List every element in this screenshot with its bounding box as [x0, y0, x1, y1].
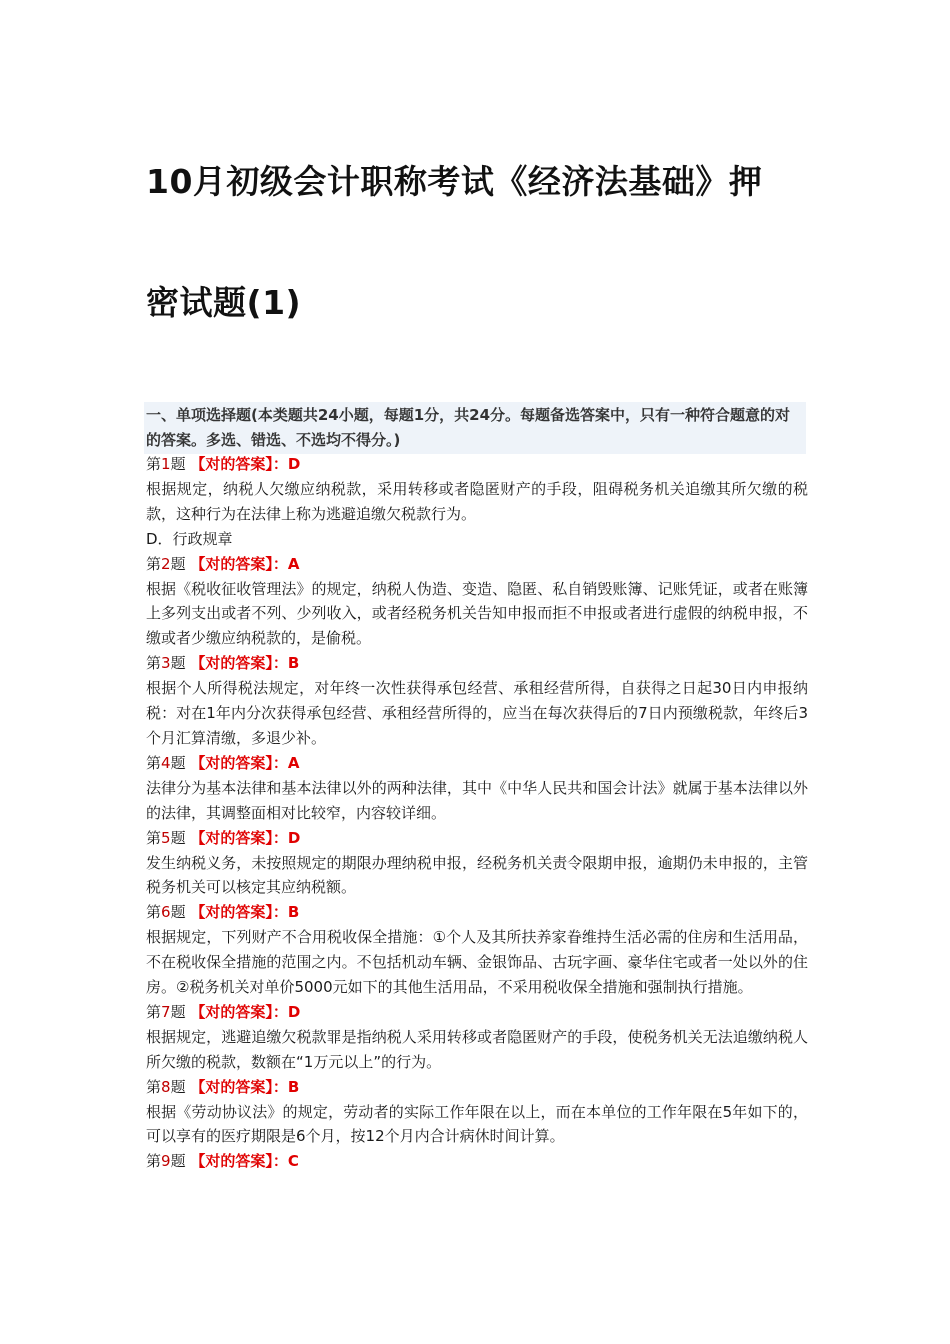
answer-label: 【对的答案】： [190, 654, 288, 673]
question-suffix: 题 [170, 1077, 191, 1096]
question-suffix: 题 [170, 455, 191, 473]
question-prefix: 第 [146, 1002, 162, 1021]
question-number: 3 [161, 654, 171, 673]
question-number: 5 [161, 828, 171, 847]
question-item [146, 1000, 808, 1075]
question-prefix: 第 [146, 455, 162, 473]
question-number: 9 [161, 1152, 171, 1171]
answer-label: 【对的答案】： [190, 1002, 288, 1021]
section-header: 一、单项选择题(本类题共24小题，每题1分，共24分。每题备选答案中，只有一种符合题意的对的答案。多选、错选、不选均不得分。) [144, 402, 806, 454]
question-heading [146, 552, 808, 577]
document-title-line-1: 10月初级会计职称考试《经济法基础》押 [146, 162, 763, 201]
explanation-paragraph: 根据《劳动协议法》的规定，劳动者的实际工作年限在以上，而在本单位的工作年限在5年如下的，可以享有的医疗期限是6个月，按12个月内合计病休时间计算。 [146, 1102, 808, 1146]
question-prefix: 第 [146, 1077, 162, 1096]
question-heading [146, 826, 808, 851]
explanation-paragraph: 根据规定，纳税人欠缴应纳税款，采用转移或者隐匿财产的手段，阻碍税务机关追缴其所欠缴的税款，这种行为在法律上称为逃避追缴欠税款行为。 [146, 479, 808, 523]
answer-value: D [287, 455, 301, 473]
answer-label: 【对的答案】： [190, 828, 288, 847]
question-number: 4 [161, 753, 171, 772]
answer-label: 【对的答案】： [190, 903, 288, 922]
answer-value: D [287, 1002, 301, 1021]
question-item [146, 452, 808, 552]
question-heading [146, 1000, 808, 1025]
question-suffix: 题 [170, 903, 191, 922]
question-heading [146, 751, 808, 776]
explanation-paragraph: 根据个人所得税法规定，对年终一次性获得承包经营、承租经营所得，自获得之日起30日内申报纳税：对在1年内分次获得承包经营、承租经营所得的，应当在每次获得后的7日内预缴税款，年终后3个月汇算清缴，多退少补。 [146, 679, 808, 747]
question-item [146, 1075, 808, 1150]
question-prefix: 第 [146, 753, 162, 772]
question-number: 6 [161, 903, 171, 922]
answer-value: B [287, 1077, 300, 1096]
question-suffix: 题 [170, 753, 191, 772]
answer-label: 【对的答案】： [190, 1152, 288, 1171]
question-list [146, 452, 808, 1174]
answer-label: 【对的答案】： [190, 554, 288, 573]
document-title-line-2: 密试题(1) [146, 283, 302, 322]
question-suffix: 题 [170, 828, 191, 847]
question-suffix: 题 [170, 554, 191, 573]
answer-value: B [287, 654, 300, 673]
answer-value: A [287, 753, 300, 772]
question-prefix: 第 [146, 1152, 162, 1171]
answer-label: 【对的答案】： [190, 455, 288, 473]
question-prefix: 第 [146, 554, 162, 573]
question-number: 8 [161, 1077, 171, 1096]
question-item [146, 552, 808, 652]
question-item [146, 651, 808, 751]
explanation-paragraph: 发生纳税义务，未按照规定的期限办理纳税申报，经税务机关责令限期申报，逾期仍未申报的，主管税务机关可以核定其应纳税额。 [146, 853, 808, 897]
question-prefix: 第 [146, 828, 162, 847]
question-number: 1 [161, 455, 171, 473]
question-heading [146, 651, 808, 676]
question-item [146, 1149, 808, 1174]
question-suffix: 题 [170, 1002, 191, 1021]
question-heading [146, 1149, 808, 1174]
explanation-paragraph: D．行政规章 [146, 529, 233, 548]
answer-value: D [287, 828, 301, 847]
question-item [146, 900, 808, 1000]
question-suffix: 题 [170, 654, 191, 673]
question-heading [146, 900, 808, 925]
question-suffix: 题 [170, 1152, 191, 1171]
answer-label: 【对的答案】： [190, 1077, 288, 1096]
explanation-paragraph: 法律分为基本法律和基本法律以外的两种法律，其中《中华人民共和国会计法》就属于基本法律以外的法律，其调整面相对比较窄，内容较详细。 [146, 778, 808, 822]
explanation-paragraph: 根据规定，下列财产不合用税收保全措施：①个人及其所扶养家眷维持生活必需的住房和生活用品，不在税收保全措施的范围之内。不包括机动车辆、金银饰品、古玩字画、豪华住宅或者一处以外的住房。②税务机关对单价5000元如下的其他生活用品，不采用税收保全措施和强制执行措施。 [146, 928, 808, 997]
explanation-paragraph: 根据《税收征收管理法》的规定，纳税人伪造、变造、隐匿、私自销毁账簿、记账凭证，或者在账簿上多列支出或者不列、少列收入，或者经税务机关告知申报而拒不申报或者进行虚假的纳税申报，不缴或者少缴应纳税款的，是偷税。 [146, 579, 808, 648]
answer-value: A [287, 554, 300, 573]
question-number: 2 [161, 554, 171, 573]
question-item [146, 751, 808, 826]
question-item [146, 826, 808, 901]
answer-label: 【对的答案】： [190, 753, 288, 772]
question-prefix: 第 [146, 903, 162, 922]
answer-value: B [287, 903, 300, 922]
question-number: 7 [161, 1002, 171, 1021]
question-prefix: 第 [146, 654, 162, 673]
question-heading [146, 1075, 808, 1100]
answer-value: C [287, 1152, 299, 1171]
explanation-paragraph: 根据规定，逃避追缴欠税款罪是指纳税人采用转移或者隐匿财产的手段，使税务机关无法追缴纳税人所欠缴的税款，数额在“1万元以上”的行为。 [146, 1027, 808, 1071]
question-heading [146, 452, 808, 477]
